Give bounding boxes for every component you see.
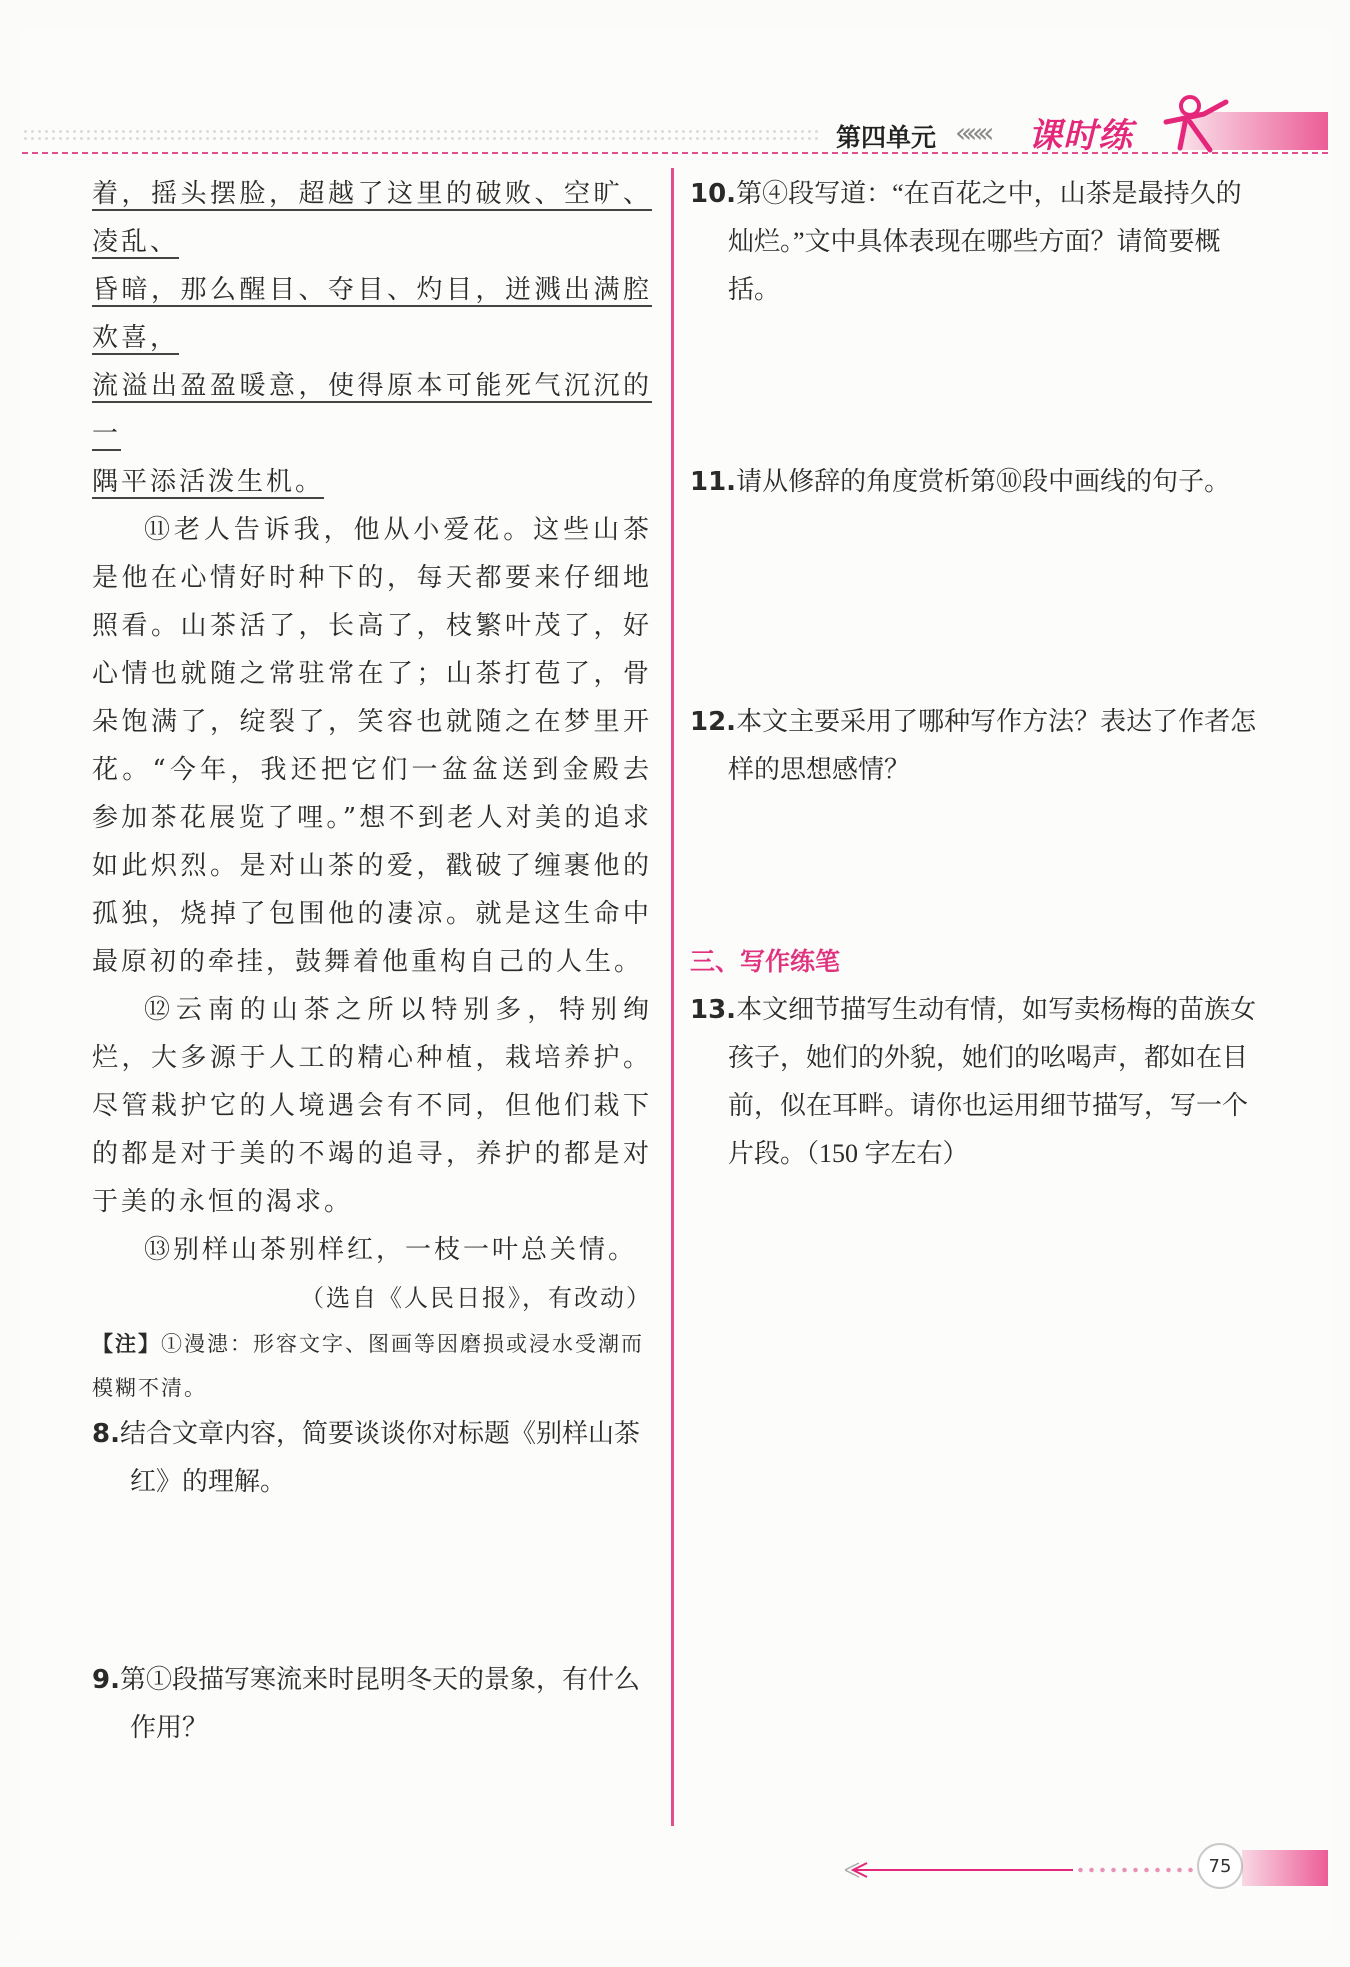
answer-space (690, 794, 1260, 938)
question-number: 9. (92, 1665, 120, 1695)
question-text: 请从修辞的角度赏析第⑩段中画线的句子。 (736, 467, 1231, 496)
question-text: 本文主要采用了哪种写作方法？表达了作者怎样的思想感情？ (728, 707, 1257, 784)
question-number: 10. (690, 179, 737, 209)
underlined-line: 昏暗，那么醒目、夺目、灼目，迸溅出满腔欢喜， (92, 275, 652, 353)
note-text: ①漫漶：形容文字、图画等因磨损或浸水受潮而模糊不清。 (92, 1332, 644, 1400)
note-label: 【注】 (92, 1332, 161, 1356)
left-column (92, 170, 652, 1752)
question-number: 12. (690, 707, 737, 737)
question-text: 结合文章内容，简要谈谈你对标题《别样山茶红》的理解。 (119, 1419, 640, 1496)
paragraph-10-tail (92, 170, 652, 506)
arrow-left-icon (845, 1860, 1075, 1880)
brand-title: 课时练 (1028, 116, 1133, 156)
underlined-line: 隅平添活泼生机。 (92, 467, 325, 497)
unit-label: 第四单元 (836, 123, 937, 152)
question-12 (690, 698, 1260, 794)
footnote (92, 1322, 652, 1410)
question-text: 本文细节描写生动有情，如写卖杨梅的苗族女孩子，她们的外貌，她们的吆喝声，都如在目前，似在耳畔。请你也运用细节描写，写一个片段。（150 字左右） (728, 995, 1257, 1168)
column-divider (671, 168, 674, 1826)
question-number: 13. (690, 995, 737, 1025)
footer-dot-pattern (1075, 1864, 1197, 1876)
question-number: 11. (690, 467, 737, 497)
question-text: 第①段描写寒流来时昆明冬天的景象，有什么作用？ (119, 1665, 640, 1742)
answer-space (92, 1506, 652, 1656)
source-citation: （选自《人民日报》，有改动） (300, 1284, 652, 1312)
underlined-line: 着，摇头摆脸，超越了这里的破败、空旷、凌乱、 (92, 179, 652, 257)
footer-pink-band (1242, 1850, 1328, 1886)
question-number: 8. (92, 1419, 120, 1449)
underlined-line: 流溢出盈盈暖意，使得原本可能死气沉沉的一 (92, 371, 652, 449)
answer-space (690, 506, 1260, 698)
chevron-left-icon: ««« (955, 116, 989, 149)
paragraph-12: ⑫云南的山茶之所以特别多，特别绚烂，大多源于人工的精心种植，栽培养护。尽管栽护它的人境遇会有不同，但他们栽下的都是对于美的不竭的追寻，养护的都是对于美的永恒的渴求。 (92, 995, 652, 1217)
section-title-writing: 三、写作练笔 (690, 947, 841, 976)
page-number: 75 (1208, 1855, 1232, 1877)
answer-space (690, 314, 1260, 458)
question-11 (690, 458, 1260, 506)
right-column (690, 170, 1260, 1178)
paragraph-13: ⑬别样山茶别样红，一枝一叶总关情。 (144, 1235, 638, 1265)
question-text: 第④段写道：“在百花之中，山茶是最持久的灿烂。”文中具体表现在哪些方面？请简要概括。 (728, 179, 1242, 304)
header-dot-pattern (22, 128, 822, 142)
question-9 (92, 1656, 652, 1752)
question-13 (690, 986, 1260, 1178)
page-number-badge (1197, 1843, 1243, 1889)
question-8 (92, 1410, 652, 1506)
question-10 (690, 170, 1260, 314)
running-figure-icon (1160, 92, 1232, 156)
paragraph-11: ⑪老人告诉我，他从小爱花。这些山茶是他在心情好时种下的，每天都要来仔细地照看。山茶活了，长高了，枝繁叶茂了，好心情也就随之常驻常在了；山茶打苞了，骨朵饱满了，绽裂了，笑容也就随之在梦里开花。“今年，我还把它们一盆盆送到金殿去参加茶花展览了哩。”想不到老人对美的追求如此炽烈。是对山茶的爱，戳破了缠裹他的孤独，烧掉了包围他的凄凉。就是这生命中最原初的牵挂，鼓舞着他重构自己的人生。 (92, 515, 652, 977)
